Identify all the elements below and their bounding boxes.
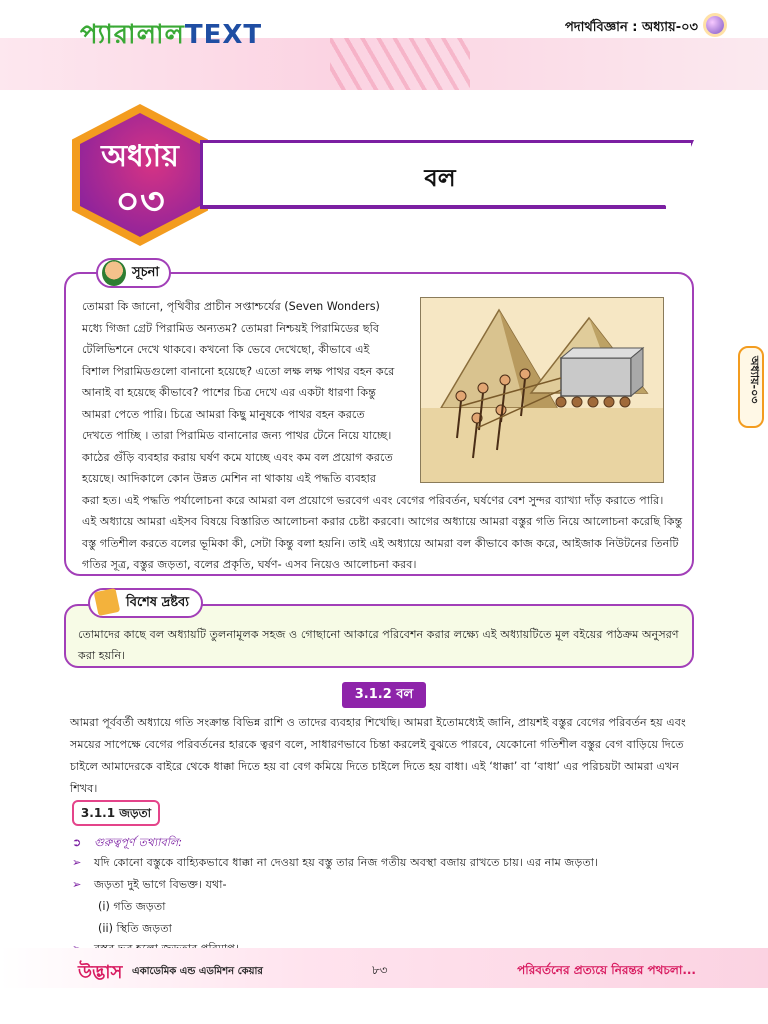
body-line: আমরা পূর্ববর্তী অধ্যায়ে গতি সংক্রান্ত বিভিন্ন রাশি ও তাদের ব্যবহার শিখেছি। আমরা ইতোমধ্যেই জানি, প্রায়শই বস্তুর বেগের পরিবর্তন হয় এবং bbox=[70, 716, 686, 729]
footer-slogan: পরিবর্তনের প্রত্যয়ে নিরন্তর পথচলা... bbox=[517, 963, 696, 977]
chapter-side-tab bbox=[738, 346, 764, 428]
subject-chapter-label: পদার্থবিজ্ঞান : অধ্যায়-০৩ bbox=[564, 20, 698, 35]
intro-line: বিশাল পিরামিডগুলো বানানো হয়েছে? এতো লক্ষ লক্ষ পাথর বহন করে bbox=[82, 364, 395, 378]
body-line: চাইলে আমাদেরকে বাইরে থেকে ধাক্কা দিতে হয় বা বেগ কমিয়ে দিতে চাইলে দিতে হয় বাধা। এই ‘ধাক্কা’ বা ‘বাধা’ এর পরিচয়টা আমরা এখন bbox=[70, 760, 679, 773]
pyramid-scene bbox=[421, 298, 664, 483]
note-line: করা হয়নি। bbox=[78, 649, 126, 662]
fact-subitem bbox=[98, 920, 172, 939]
special-note-label: বিশেষ দ্রষ্টব্য bbox=[88, 588, 203, 618]
intro-line: হয়েছে। আদিকালে কোন উন্নত মেশিন না থাকায় এই পদ্ধতি ব্যবহার bbox=[82, 472, 377, 485]
fact-item bbox=[72, 854, 598, 873]
important-facts-label: গুরুত্বপূর্ণ তথ্যাবলি: bbox=[94, 836, 183, 849]
intro-line: টেলিভিশনে দেখে থাকবে। কখনো কি ভেবে দেখেছো, কীভাবে এই bbox=[82, 343, 370, 356]
section-heading: 3.1.2 বল bbox=[342, 682, 426, 708]
fact-text: জড়তা দুই ভাগে বিভক্ত। যথা- bbox=[94, 878, 227, 891]
intro-line: দেখতে পাচ্ছি । তারা পিরামিড বানানোর জন্য পাথর টেনে নিয়ে যাচ্ছে। bbox=[82, 429, 392, 442]
subsection-heading: 3.1.1 জড়তা bbox=[72, 800, 160, 826]
teacher-avatar-icon bbox=[102, 260, 126, 286]
chapter-title: বল bbox=[424, 164, 456, 192]
intro-line: তোমরা কি জানো, পৃথিবীর প্রাচীন সপ্তাশ্চর্যের (Seven Wonders) bbox=[82, 300, 380, 313]
logo-bangla: প্যারালাল bbox=[80, 20, 185, 50]
fact-text: যদি কোনো বস্তুকে বাহ্যিকভাবে ধাক্কা না দেওয়া হয় বস্তু তার নিজ গতীয় অবস্থা বজায় রাখতে চায়। এর নাম জড়তা। bbox=[94, 856, 598, 869]
intro-label: সূচনা bbox=[96, 258, 171, 288]
pyramid-illustration bbox=[420, 297, 664, 483]
chapter-word: অধ্যায় bbox=[101, 139, 179, 174]
side-tab-label: অধ্যায়-০৩ bbox=[748, 356, 761, 404]
publisher-logo bbox=[80, 14, 262, 58]
logo-text: TEXT bbox=[184, 20, 263, 50]
footer-logo: উদ্ভাস bbox=[78, 962, 123, 983]
fact-item bbox=[72, 876, 227, 895]
body-line: শিখব। bbox=[70, 782, 98, 795]
page-number: ৮৩ bbox=[372, 963, 388, 977]
important-facts-row bbox=[72, 834, 182, 853]
fact-text: (i) গতি জড়তা bbox=[98, 900, 166, 913]
intro-line: বস্তু গতিশীল করতে বলের ভূমিকা কী, সেটা কিন্তু বলা হয়নি। তাই এই অধ্যায়ে আমরা বল কীভাবে কাজ করে, আইজাক নিউটনের তিনটি bbox=[82, 536, 679, 550]
fact-subitem bbox=[98, 898, 166, 917]
footer-organization: একাডেমিক এন্ড এডমিশন কেয়ার bbox=[132, 966, 263, 977]
header-stripes bbox=[330, 38, 470, 90]
chapter-number: ০৩ bbox=[115, 179, 165, 223]
fact-text: (ii) স্থিতি জড়তা bbox=[98, 922, 172, 935]
body-line: সময়ের সাপেক্ষে বেগের পরিবর্তনের হারকে ত্বরণ বলে, সাধারণভাবে চিন্তা করলেই বুঝতে পারবে, যেকোনো গতিশীল বস্তুর বেগ বাড়িয়ে দিতে bbox=[70, 738, 684, 751]
notepad-icon bbox=[94, 588, 121, 616]
arrow-circle-icon: ➲ bbox=[72, 836, 82, 849]
bullet-arrow-icon: ➢ bbox=[72, 878, 82, 891]
note-line: তোমাদের কাছে বল অধ্যায়টি তুলনামূলক সহজ ও গোছানো আকারে পরিবেশন করার লক্ষ্যে এই অধ্যায়টিতে মূল বইয়ের পাঠক্রম অনুসরণ bbox=[78, 628, 679, 641]
intro-line: আনাই বা হয়েছে কীভাবে? পাশের চিত্র দেখে এর একটা ধারণা কিন্তু bbox=[82, 386, 376, 399]
chapter-title-underline bbox=[200, 206, 666, 209]
intro-line: করা হত। এই পদ্ধতি পর্যালোচনা করে আমরা বল প্রয়োগে ভরবেগ এবং বেগের পরিবর্তন, ঘর্ষণের বেশ সুন্দর ব্যাখ্যা দাঁড় করাতে পারি। bbox=[82, 493, 664, 507]
intro-line: কাঠের গুঁড়ি ব্যবহার করায় ঘর্ষণ কমে যাচ্ছে এবং কম বল প্রয়োগ করতে bbox=[82, 450, 393, 464]
intro-line: মধ্যে গিজা গ্রেট পিরামিড অন্যতম? তোমরা নিশ্চয়ই পিরামিডের ছবি bbox=[82, 321, 380, 335]
bullet-arrow-icon: ➢ bbox=[72, 856, 82, 869]
intro-line: এই অধ্যায়ে আমরা এইসব বিষয়ে বিস্তারিত আলোচনা করার চেষ্টা করবো। আগের অধ্যায়ে আমরা বস্তুর গতি নিয়ে আলোচনা করেছি কিন্তু bbox=[82, 515, 683, 528]
intro-line: আমরা পেতে পারি। চিত্রে আমরা কিছু মানুষকে পাথর বহন করতে bbox=[82, 407, 365, 421]
planet-icon bbox=[706, 16, 724, 34]
intro-line: গতির সূত্র, বস্তুর জড়তা, বলের প্রকৃতি, ঘর্ষণ- এসব নিয়েও আলোচনা করব। bbox=[82, 558, 417, 571]
